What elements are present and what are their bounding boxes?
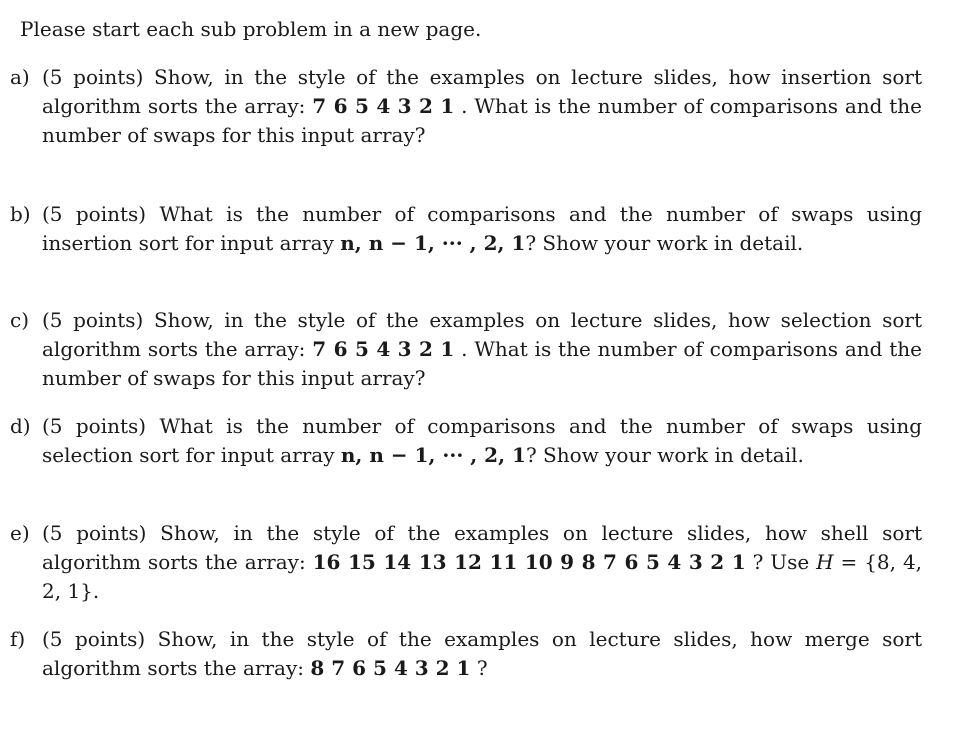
- problem-array: 16 15 14 13 12 11 10 9 8 7 6 5 4 3 2 1: [312, 550, 746, 574]
- problem-e: [10, 519, 922, 606]
- problem-f: [10, 625, 922, 683]
- problem-array: 7 6 5 4 3 2 1: [312, 94, 455, 118]
- problem-label: a): [10, 65, 30, 89]
- problem-text-after: ? Show your work in detail.: [525, 443, 804, 467]
- problem-points: (5 points): [42, 65, 144, 89]
- problem-body: [42, 63, 922, 150]
- problem-label: e): [10, 521, 30, 545]
- problem-text-after: ? Use: [752, 550, 810, 574]
- problem-points: (5 points): [42, 627, 146, 651]
- problem-text: Show, in the style of the examples on lecture slides, how insertion sort algorithm sorts the array:: [42, 65, 922, 118]
- problem-d: [10, 412, 922, 470]
- problem-text-after: ? Show your work in detail.: [525, 231, 804, 255]
- problem-label: b): [10, 202, 31, 226]
- problem-points: (5 points): [42, 414, 147, 438]
- problem-points: (5 points): [42, 202, 147, 226]
- problem-body: [42, 625, 922, 683]
- problem-array: n, n − 1, ··· , 2, 1: [340, 443, 526, 467]
- problem-text: What is the number of comparisons and the number of swaps using selection sort for input array: [42, 414, 923, 467]
- problem-text-after: . What is the number of comparisons and the number of swaps for this input array?: [42, 94, 923, 147]
- problem-text-after: ?: [476, 656, 488, 680]
- problem-body: [42, 412, 922, 470]
- problem-body: [42, 306, 922, 393]
- problem-text-after: . What is the number of comparisons and the number of swaps for this input array?: [42, 337, 923, 390]
- h-value: = {8, 4, 2, 1}.: [42, 550, 923, 603]
- problem-b: [10, 200, 922, 258]
- problem-array: n, n − 1, ··· , 2, 1: [340, 231, 526, 255]
- problem-body: [42, 200, 922, 258]
- problem-points: (5 points): [42, 308, 144, 332]
- problem-body: [42, 519, 922, 606]
- problem-text: Show, in the style of the examples on lecture slides, how merge sort algorithm sorts the array:: [42, 627, 923, 680]
- problem-text: What is the number of comparisons and the number of swaps using insertion sort for input array: [42, 202, 923, 255]
- problem-points: (5 points): [42, 521, 147, 545]
- problem-a: [10, 63, 922, 150]
- problem-text: Show, in the style of the examples on lecture slides, how shell sort algorithm sorts the array:: [42, 521, 923, 574]
- problem-label: c): [10, 308, 30, 332]
- problem-array: 8 7 6 5 4 3 2 1: [310, 656, 471, 680]
- intro-text: Please start each sub problem in a new page.: [20, 17, 482, 41]
- problem-c: [10, 306, 922, 393]
- problem-label: d): [10, 414, 31, 438]
- problem-array: 7 6 5 4 3 2 1: [312, 337, 455, 361]
- problem-label: f): [10, 627, 26, 651]
- h-variable: H: [816, 550, 834, 574]
- problem-text: Show, in the style of the examples on lecture slides, how selection sort algorithm sorts the array:: [42, 308, 923, 361]
